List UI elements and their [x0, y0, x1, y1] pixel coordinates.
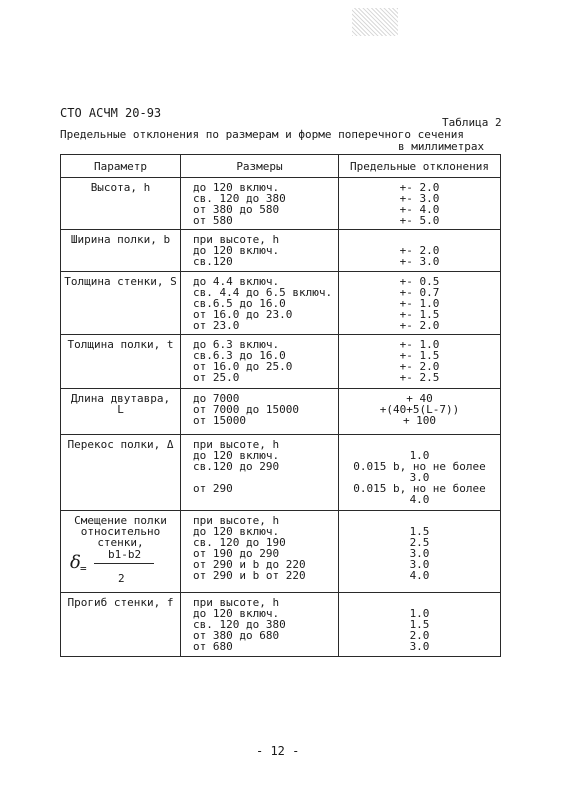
- size-line: от 25.0: [193, 371, 240, 384]
- table-row: [61, 230, 501, 272]
- tolerance-line: +- 1.5: [399, 308, 440, 321]
- tolerance-line: 2.0: [409, 629, 430, 642]
- size-line: св. 4.4 до 6.5 включ.: [193, 286, 333, 299]
- tolerance-cell: [339, 511, 501, 593]
- size-line: св.120 до 290: [193, 460, 280, 473]
- tolerance-line: +- 3.0: [399, 192, 440, 205]
- tolerance-line: 0.015 b, но не более: [353, 482, 486, 495]
- tolerance-line: 3.0: [409, 558, 430, 571]
- tolerance-cell: [339, 593, 501, 657]
- tolerance-cell: [339, 230, 501, 272]
- tolerance-line: 1.5: [409, 618, 430, 631]
- size-line: от 23.0: [193, 319, 240, 332]
- size-line: от 16.0 до 25.0: [193, 360, 293, 373]
- sizes-cell: [181, 230, 339, 272]
- size-line: св.6.5 до 16.0: [193, 297, 286, 310]
- size-line: св.6.3 до 16.0: [193, 349, 286, 362]
- tolerance-cell: [339, 389, 501, 435]
- param-cell: [61, 511, 181, 593]
- size-line: до 6.3 включ.: [193, 338, 280, 351]
- size-line: от 290: [193, 482, 233, 495]
- size-line: от 680: [193, 640, 233, 653]
- table-header-row: [61, 155, 501, 178]
- sizes-cell: [181, 593, 339, 657]
- param-cell: [61, 435, 181, 511]
- table-row: [61, 511, 501, 593]
- tolerance-line: +- 2.5: [399, 371, 440, 384]
- tolerance-line: 3.0: [409, 547, 430, 560]
- size-line: от 380 до 680: [193, 629, 280, 642]
- param-line: Длина двутавра,: [70, 392, 171, 405]
- formula-delta-symbol: δ: [70, 552, 81, 573]
- tolerance-line: +- 0.5: [399, 275, 440, 288]
- page-number: - 12 -: [256, 744, 300, 758]
- tolerance-line: +- 5.0: [399, 214, 440, 227]
- param-cell: [61, 593, 181, 657]
- table-number: Таблица 2: [442, 116, 502, 129]
- tolerance-line: 4.0: [409, 569, 430, 582]
- sizes-cell: [181, 178, 339, 230]
- document-code: СТО АСЧМ 20-93: [60, 106, 162, 120]
- tolerance-line: 0.015 b, но не более: [353, 460, 486, 473]
- param-line: относительно: [80, 525, 161, 538]
- table-row: [61, 335, 501, 389]
- size-line: до 4.4 включ.: [193, 275, 280, 288]
- table-title: Предельные отклонения по размерам и форме поперечного сечения: [60, 128, 464, 141]
- param-line: Смещение полки: [74, 514, 167, 527]
- tolerance-table: [60, 154, 501, 657]
- param-line: Толщина стенки, S: [64, 275, 177, 288]
- table-row: [61, 178, 501, 230]
- tolerance-line: +- 2.0: [399, 319, 440, 332]
- param-cell: [61, 272, 181, 335]
- sizes-cell: [181, 335, 339, 389]
- header-tolerances: Предельные отклонения: [339, 155, 501, 178]
- size-line: от 380 до 580: [193, 203, 280, 216]
- size-line: от 190 до 290: [193, 547, 280, 560]
- tolerance-line: + 40: [406, 392, 433, 405]
- tolerance-cell: [339, 178, 501, 230]
- formula-numerator: b1-b2: [108, 548, 142, 561]
- tolerance-line: 2.5: [409, 536, 430, 549]
- size-line: до 120 включ.: [193, 449, 280, 462]
- sizes-cell: [181, 511, 339, 593]
- size-line: до 120 включ.: [193, 181, 280, 194]
- param-line: Высота, h: [90, 181, 151, 194]
- table-row: [61, 272, 501, 335]
- param-cell: [61, 230, 181, 272]
- tolerance-cell: [339, 435, 501, 511]
- tolerance-line: 1.5: [409, 525, 430, 538]
- tolerance-line: +- 1.0: [399, 338, 440, 351]
- tolerance-line: +- 1.0: [399, 297, 440, 310]
- param-cell: [61, 389, 181, 435]
- sizes-cell: [181, 435, 339, 511]
- tolerance-line: +- 0.7: [399, 286, 440, 299]
- param-cell: [61, 178, 181, 230]
- size-line: от 290 и b от 220: [193, 569, 306, 582]
- tolerance-cell: [339, 272, 501, 335]
- tolerance-line: 3.0: [409, 640, 430, 653]
- tolerance-line: 1.0: [409, 607, 430, 620]
- size-line: от 16.0 до 23.0: [193, 308, 293, 321]
- size-line: при высоте, h: [193, 596, 280, 609]
- tolerance-line: +- 2.0: [399, 360, 440, 373]
- param-line: Ширина полки, b: [70, 233, 171, 246]
- param-line: L: [117, 403, 124, 416]
- tolerance-line: 4.0: [409, 493, 430, 506]
- size-line: до 7000: [193, 392, 240, 405]
- size-line: при высоте, h: [193, 438, 280, 451]
- size-line: от 15000: [193, 414, 246, 427]
- param-line: Толщина полки, t: [67, 338, 174, 351]
- formula-equals: =: [80, 562, 87, 575]
- size-line: при высоте, h: [193, 233, 280, 246]
- tolerance-line: +- 2.0: [399, 181, 440, 194]
- formula-fraction-bar: [94, 563, 154, 564]
- param-line: Перекос полки, Δ: [67, 438, 174, 451]
- size-line: до 120 включ.: [193, 244, 280, 257]
- tolerance-cell: [339, 335, 501, 389]
- header-sizes: Размеры: [181, 155, 339, 178]
- offset-formula: [64, 549, 177, 589]
- size-line: от 580: [193, 214, 233, 227]
- size-line: от 7000 до 15000: [193, 403, 299, 416]
- table-row: [61, 435, 501, 511]
- tolerance-line: + 100: [402, 414, 437, 427]
- sizes-cell: [181, 272, 339, 335]
- units-note: в миллиметрах: [398, 140, 485, 153]
- tolerance-line: +- 3.0: [399, 255, 440, 268]
- param-line: Прогиб стенки, f: [67, 596, 174, 609]
- size-line: св. 120 до 380: [193, 618, 286, 631]
- size-line: св.120: [193, 255, 233, 268]
- tolerance-line: +(40+5(L-7)): [379, 403, 460, 416]
- tolerance-line: +- 4.0: [399, 203, 440, 216]
- table-row: [61, 389, 501, 435]
- formula-denominator: 2: [118, 572, 125, 585]
- sizes-cell: [181, 389, 339, 435]
- size-line: до 120 включ.: [193, 525, 280, 538]
- tolerance-line: +- 2.0: [399, 244, 440, 257]
- param-line: стенки,: [97, 536, 144, 549]
- header-parameter: Параметр: [61, 155, 181, 178]
- size-line: св. 120 до 380: [193, 192, 286, 205]
- size-line: при высоте, h: [193, 514, 280, 527]
- tolerance-line: +- 1.5: [399, 349, 440, 362]
- size-line: св. 120 до 190: [193, 536, 286, 549]
- size-line: от 290 и b до 220: [193, 558, 306, 571]
- tolerance-line: 1.0: [409, 449, 430, 462]
- table-row: [61, 593, 501, 657]
- size-line: до 120 включ.: [193, 607, 280, 620]
- tolerance-line: 3.0: [409, 471, 430, 484]
- stamp-mark: [352, 8, 398, 36]
- param-cell: [61, 335, 181, 389]
